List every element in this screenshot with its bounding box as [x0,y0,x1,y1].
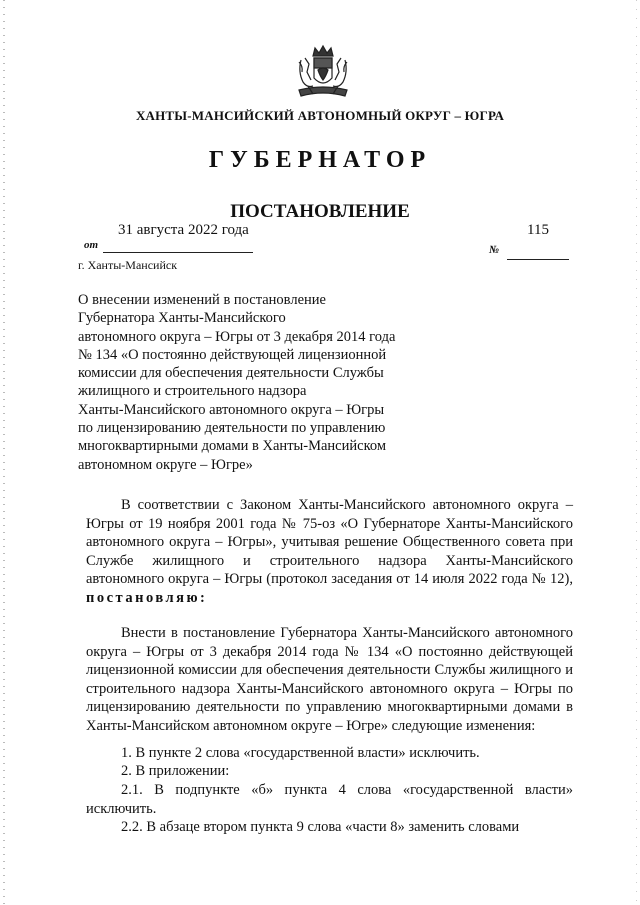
city-name: г. Ханты-Мансийск [78,258,178,272]
clause-2-2: 2.2. В абзаце втором пункта 9 слова «части 8» заменить словами [121,819,520,835]
subject-line: Ханты-Мансийского автономного округа – Югры [78,401,385,418]
date-underline [103,252,253,253]
subject-line: О внесении изменений в постановление [78,292,326,308]
subject-line: жилищного и строительного надзора [78,383,307,400]
subject-line: многоквартирными домами в Ханты-Мансийском [78,438,387,455]
subject-line: № 134 «О постоянно действующей лицензионной [78,346,387,363]
scan-margin-left [3,0,5,905]
amendment-paragraph: Внести в постановление Губернатора Ханты-Мансийского автономного округа – Югры от 3 декабря 2014 года № 134 «О постоянно действующей лицензионной комиссии для обеспечения деятельности Службы жилищного и строительного надзора Ханты-Мансийского автономного округа – Югры по лицензированию деятельности по управлению многоквартирными домами в Ханты-Мансийском автономном округе – Югре» следующие изменения: [86,625,573,734]
subject-line: Губернатора Ханты-Мансийского [78,310,286,327]
decree-word: постановляю: [86,589,208,606]
document-title: ГУБЕРНАТОР [208,147,432,173]
decree-subject [78,291,438,474]
date-label: от [84,239,99,251]
scan-margin-right [636,0,637,905]
number-underline [507,259,569,260]
preamble-paragraph [86,496,573,607]
clause-2: 2. В приложении: [121,763,230,779]
clause-1: 1. В пункте 2 слова «государственной власти» исключить. [121,745,480,761]
clause-2-1: 2.1. В подпункте «б» пункта 4 слова «государственной власти» исключить. [86,782,573,817]
subject-line: автономного округа – Югры от 3 декабря 2014 года [78,328,396,345]
decree-number: 115 [527,222,549,238]
decree-date: 31 августа 2022 года [118,222,249,238]
subject-line: по лицензированию деятельности по управлению [78,420,386,437]
subject-line: автономном округе – Югре» [78,456,253,473]
region-name: ХАНТЫ-МАНСИЙСКИЙ АВТОНОМНЫЙ ОКРУГ – ЮГРА [135,108,505,123]
subject-line: комиссии для обеспечения деятельности Службы [78,365,384,382]
preamble-text: В соответствии с Законом Ханты-Мансийского автономного округа – Югры от 19 ноября 2001 года № 75-оз «О Губернаторе Ханты-Мансийского автономного округа – Югры», учитывая решение Общественного совета при Службе жилищного и строительного надзора Ханты-Мансийского автономного округа – Югры (протокол заседания от 14 июля 2022 года № 12), [86,497,573,587]
number-label: № [489,244,500,256]
document-type: ПОСТАНОВЛЕНИЕ [230,201,410,222]
coat-of-arms-icon [293,42,353,100]
